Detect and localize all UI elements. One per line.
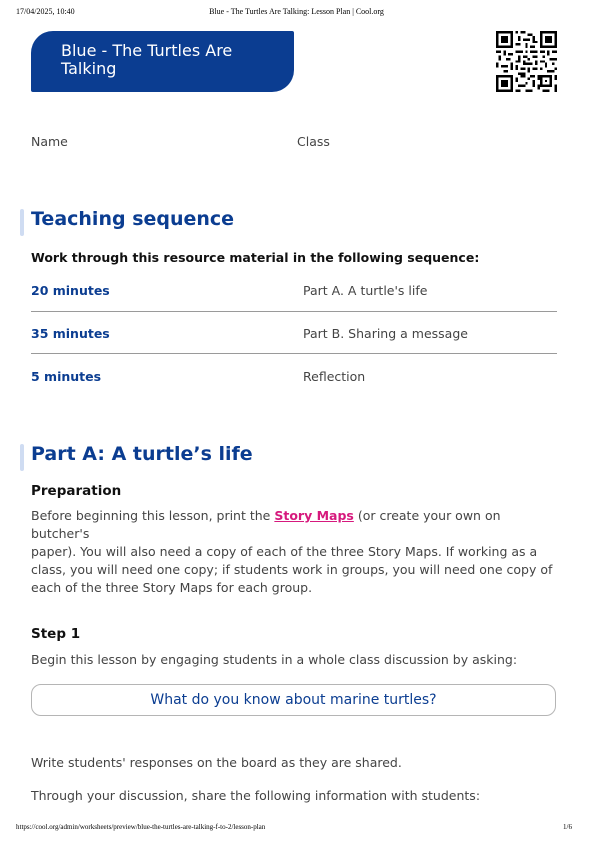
print-datetime: 17/04/2025, 10:40 — [16, 7, 75, 16]
preparation-line-1 — [31, 507, 557, 543]
sequence-row — [31, 369, 557, 411]
title-line-2: Talking — [61, 59, 117, 78]
section-accent-bar — [20, 209, 24, 236]
print-url: https://cool.org/admin/worksheets/preview/blue-the-turtles-are-talking-f-to-2/lesson-plan — [16, 823, 266, 831]
sequence-duration: 20 minutes — [31, 283, 110, 298]
share-text: Through your discussion, share the following information with students: — [31, 788, 481, 803]
sequence-row — [31, 283, 557, 325]
sequence-duration: 5 minutes — [31, 369, 102, 384]
print-page-number: 1/6 — [563, 823, 572, 831]
sequence-row — [31, 326, 557, 368]
qr-code-icon — [496, 31, 557, 92]
part-a-heading: Part A: A turtle’s life — [31, 443, 253, 465]
preparation-line-4: each of the three Story Maps for each group. — [31, 580, 313, 595]
preparation-text: Before beginning this lesson, print the — [31, 508, 275, 523]
responses-text: Write students' responses on the board as they are shared. — [31, 755, 402, 770]
title-line-1: Blue - The Turtles Are — [61, 41, 233, 60]
row-divider — [31, 353, 557, 354]
sequence-part: Part B. Sharing a message — [303, 326, 468, 341]
sequence-part: Part A. A turtle's life — [303, 283, 428, 298]
step-1-intro: Begin this lesson by engaging students in a whole class discussion by asking: — [31, 652, 518, 667]
class-label: Class — [297, 134, 330, 149]
preparation-line-2: paper). You will also need a copy of each of the three Story Maps. If working as a — [31, 544, 538, 559]
preparation-paragraph — [31, 507, 557, 597]
title-banner — [31, 31, 294, 92]
story-maps-link[interactable]: Story Maps — [274, 508, 354, 523]
sequence-duration: 35 minutes — [31, 326, 110, 341]
section-accent-bar — [20, 444, 24, 471]
name-label: Name — [31, 134, 68, 149]
print-doc-title: Blue - The Turtles Are Talking: Lesson Plan | Cool.org — [209, 7, 384, 16]
discussion-question-box: What do you know about marine turtles? — [31, 684, 556, 716]
row-divider — [31, 311, 557, 312]
sequence-lead-text: Work through this resource material in the following sequence: — [31, 250, 480, 265]
sequence-part: Reflection — [303, 369, 366, 384]
preparation-line-3: class, you will need one copy; if students work in groups, you will need one copy of — [31, 562, 553, 577]
preparation-text: (or create your own on butcher's — [31, 508, 501, 541]
preparation-heading: Preparation — [31, 483, 122, 499]
teaching-sequence-heading: Teaching sequence — [31, 208, 235, 230]
step-1-heading: Step 1 — [31, 626, 81, 642]
